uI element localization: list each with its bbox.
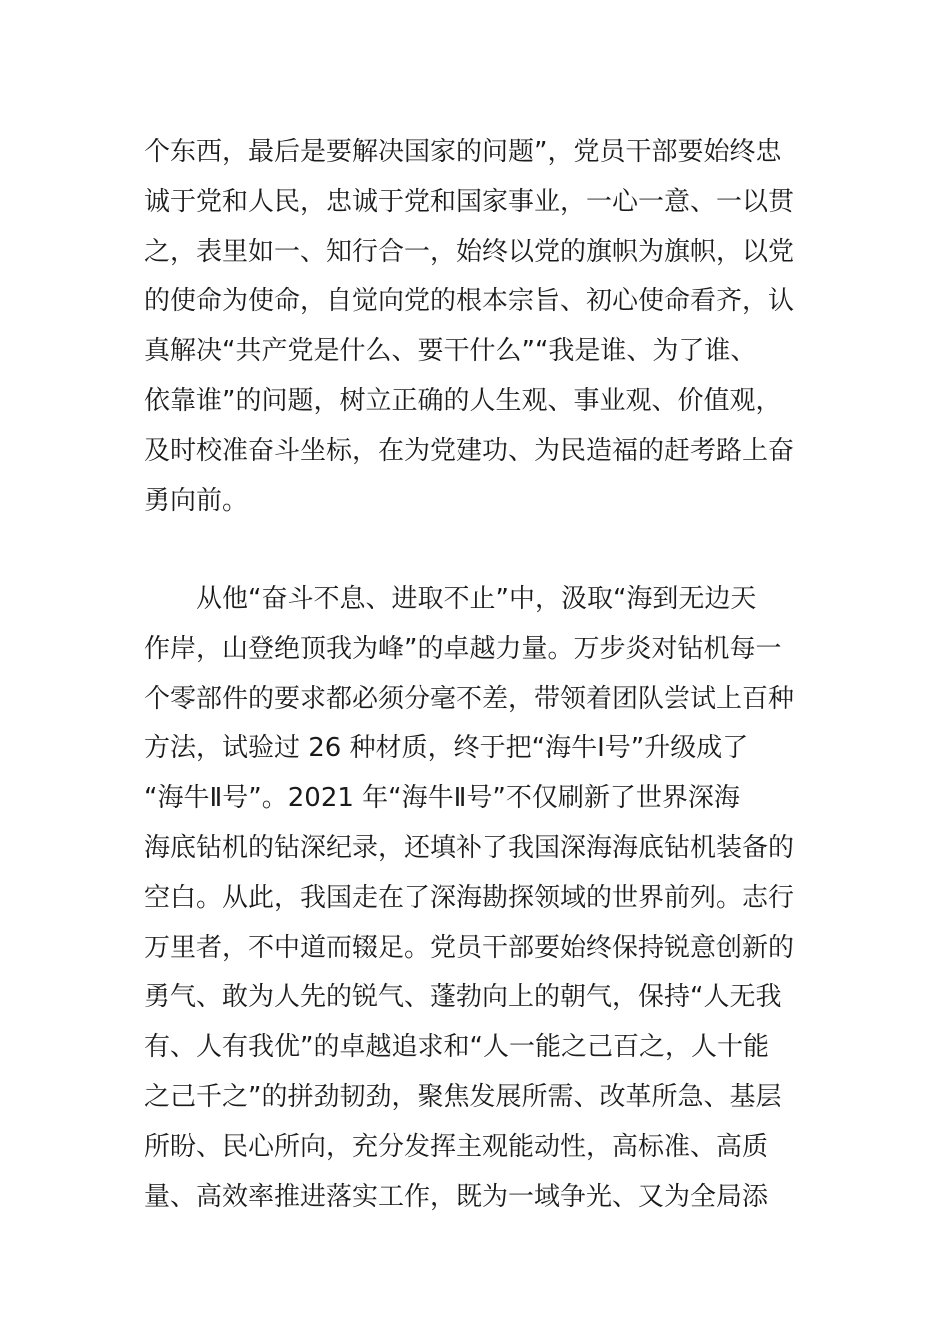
text-line: 的使命为使命，自觉向党的根本宗旨、初心使命看齐，认 [144, 286, 795, 317]
text-line: “海牛Ⅱ号”。2021 年“海牛Ⅱ号”不仅刷新了世界深海 [144, 783, 740, 814]
text-line: 及时校准奋斗坐标，在为党建功、为民造福的赶考路上奋 [144, 435, 795, 466]
paragraph-1 [144, 128, 824, 526]
text-line: 空白。从此，我国走在了深海勘探领域的世界前列。志行 [144, 882, 795, 913]
text-line: 个零部件的要求都必须分毫不差，带领着团队尝试上百种 [144, 683, 795, 714]
text-line: 之己千之”的拼劲韧劲，聚焦发展所需、改革所急、基层 [144, 1081, 782, 1112]
text-line: 从他“奋斗不息、进取不止”中，汲取“海到无边天 [144, 584, 757, 614]
text-line: 依靠谁”的问题，树立正确的人生观、事业观、价值观， [144, 385, 782, 416]
text-line: 勇向前。 [144, 485, 249, 516]
text-line: 之，表里如一、知行合一，始终以党的旗帜为旗帜，以党 [144, 236, 795, 267]
text-line: 作岸，山登绝顶我为峰”的卓越力量。万步炎对钻机每一 [144, 633, 782, 664]
text-line: 有、人有我优”的卓越追求和“人一能之己百之，人十能 [144, 1032, 769, 1063]
text-line: 勇气、敢为人先的锐气、蓬勃向上的朝气，保持“人无我 [144, 982, 782, 1013]
text-line: 所盼、民心所向，充分发挥主观能动性，高标准、高质 [144, 1131, 769, 1162]
text-line: 方法，试验过 26 种材质，终于把“海牛Ⅰ号”升级成了 [144, 733, 749, 764]
text-line: 真解决“共产党是什么、要干什么”“我是谁、为了谁、 [144, 336, 757, 367]
text-line: 量、高效率推进落实工作，既为一域争光、又为全局添 [144, 1181, 769, 1212]
text-line: 诚于党和人民，忠诚于党和国家事业，一心一意、一以贯 [144, 186, 795, 217]
text-line: 个东西，最后是要解决国家的问题”，党员干部要始终忠 [144, 137, 782, 167]
text-line: 万里者，不中道而辍足。党员干部要始终保持锐意创新的 [144, 932, 795, 963]
text-line: 海底钻机的钻深纪录，还填补了我国深海海底钻机装备的 [144, 832, 795, 863]
paragraph-2 [144, 575, 824, 1222]
